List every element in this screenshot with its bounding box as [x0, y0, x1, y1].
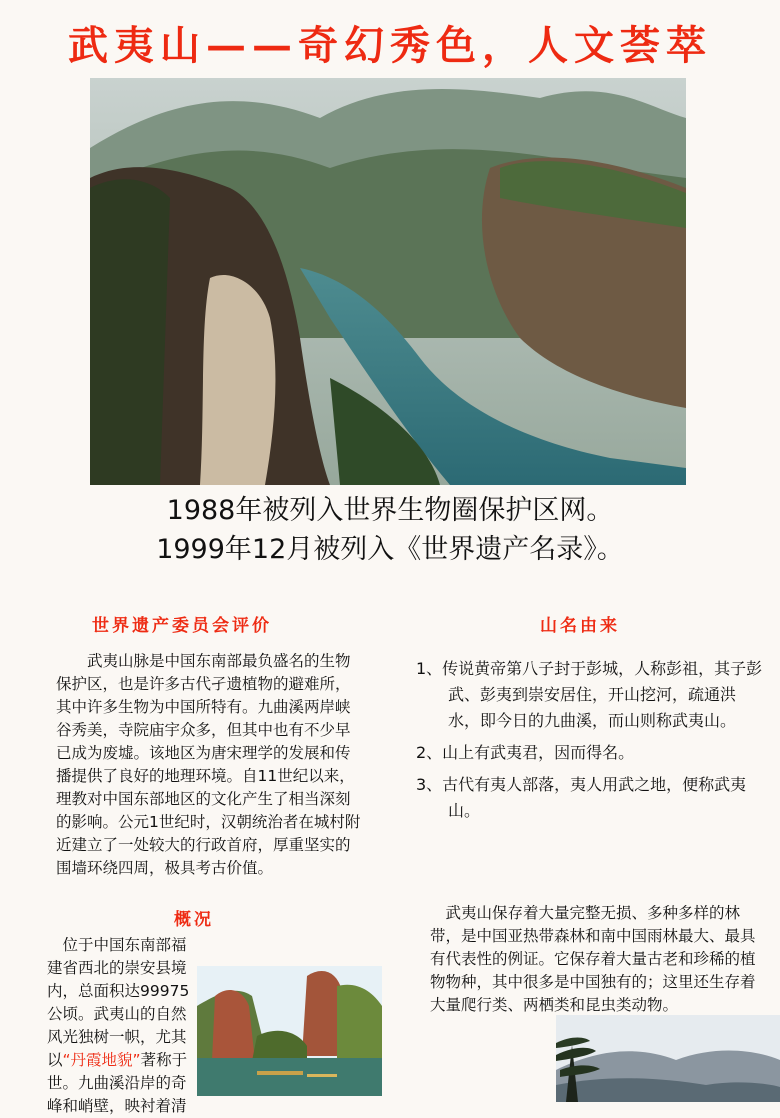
- fact-line-1988: 1988年被列入世界生物圈保护区网。: [166, 495, 614, 526]
- committee-text: 武夷山脉是中国东南部最负盛名的生物保护区，也是许多古代孑遗植物的避难所，其中许多生物为中国所特有。九曲溪两岸峡谷秀美，寺院庙宇众多，但其中也有不少早已成为废墟。该地区为唐宋理学的发展和传播提供了良好的地理环境。自11世纪以来，理教对中国东部地区的文化产生了相当深刻的影响。公元1世纪时，汉朝统治者在城村附近建立了一处较大的行政首府，厚重坚实的围墙环绕四周，极具考古价值。: [56, 652, 361, 877]
- origin-item-2: 2、山上有武夷君，因而得名。: [416, 743, 635, 762]
- danxia-photo: [197, 966, 382, 1096]
- overview-heading: 概况: [174, 910, 214, 930]
- overview-text-tail: 著称于世。九曲溪沿岸的奇峰和峭壁，映衬着清: [47, 1051, 188, 1115]
- ecology-text: 武夷山保存着大量完整无损、多种多样的林带，是中国亚热带森林和南中国雨林最大、最具有代表性的例证。它保存着大量古老和珍稀的植物物种，其中很多是中国独有的；这里还生存着大量爬行类、两栖类和昆虫类动物。: [430, 904, 756, 1014]
- origin-item-1: 1、传说黄帝第八子封于彭城，人称彭祖，其子彭武、彭夷到崇安居住，开山挖河，疏通洪水，即今日的九曲溪，而山则称武夷山。: [416, 659, 763, 730]
- origin-heading: 山名由来: [540, 616, 620, 636]
- origin-list: [416, 656, 766, 830]
- mountain-pine-photo: [556, 1015, 780, 1102]
- overview-text: [47, 934, 197, 1118]
- page-title: 武夷山——奇幻秀色，人文荟萃: [68, 22, 712, 69]
- overview-text-lead: 位于中国东南部福建省西北的崇安县境内，总面积达99975公顷。武夷山的自然风光独树一帜，尤其以: [47, 936, 190, 1069]
- committee-heading: 世界遗产委员会评价: [92, 616, 272, 636]
- danxia-highlight: “丹霞地貌”: [62, 1051, 141, 1069]
- hero-photo-gorge: [90, 78, 686, 485]
- fact-line-1999: 1999年12月被列入《世界遗产名录》。: [156, 534, 624, 565]
- origin-item-3: 3、古代有夷人部落，夷人用武之地，便称武夷山。: [416, 775, 747, 820]
